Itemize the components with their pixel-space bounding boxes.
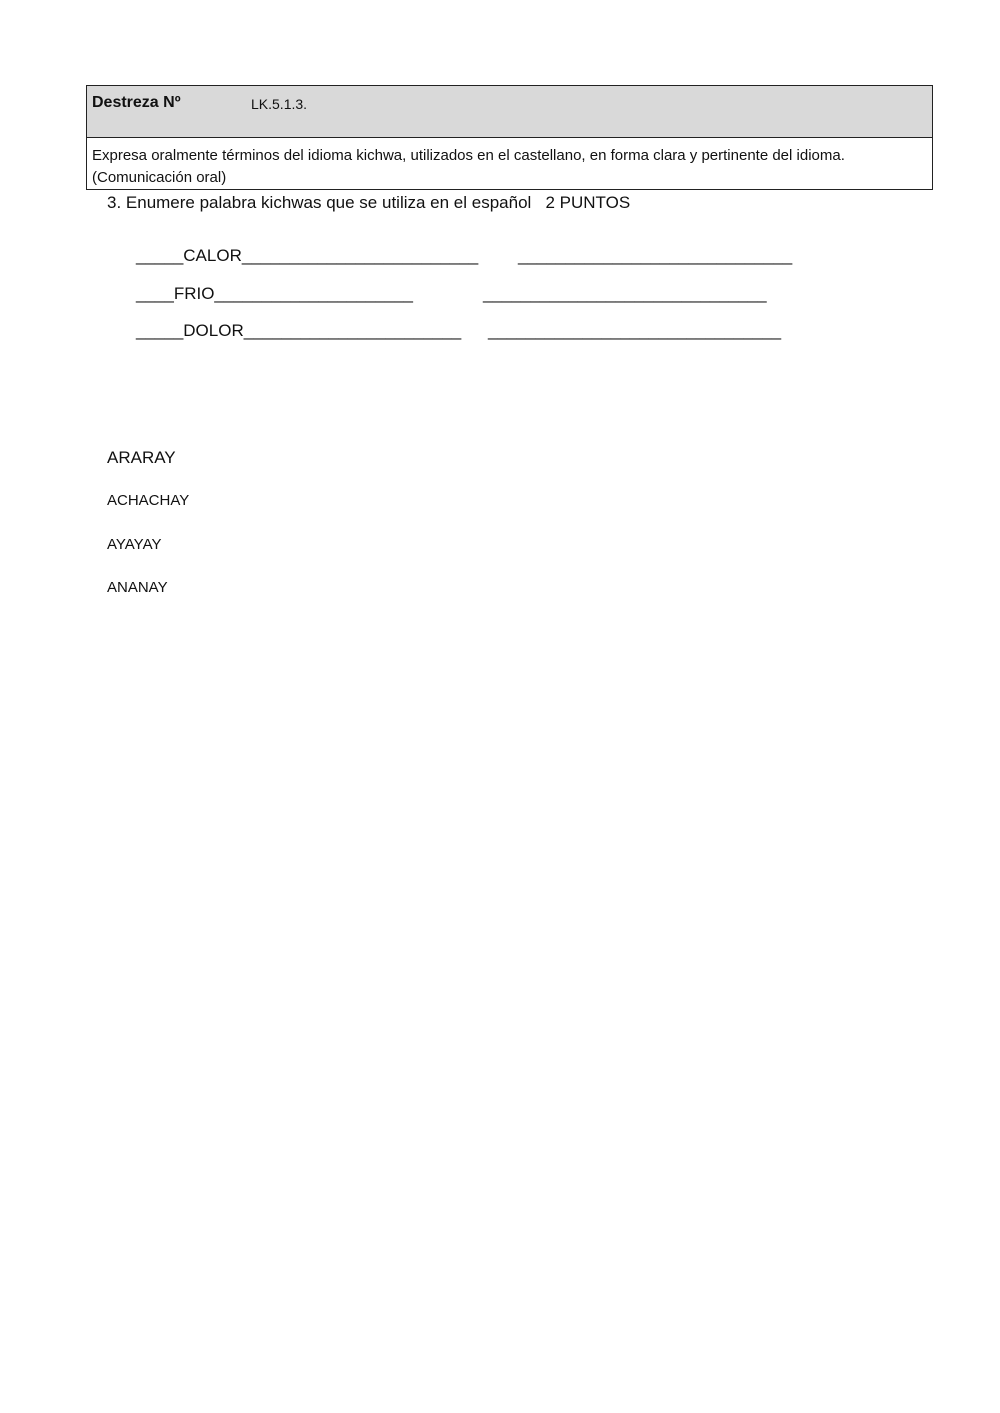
skill-header	[87, 86, 932, 138]
answer-frio[interactable]: ____FRIO_____________________	[136, 284, 413, 303]
skill-table	[86, 85, 933, 190]
answer-calor-translation[interactable]: _____________________________	[518, 246, 793, 265]
answer-dolor[interactable]: _____DOLOR_______________________	[136, 321, 462, 340]
skill-description: Expresa oralmente términos del idioma kichwa, utilizados en el castellano, en forma clara y pertinente del idioma. (Comunicación oral)	[92, 147, 845, 186]
question-text: 3. Enumere palabra kichwas que se utiliza en el español 2 PUNTOS	[107, 193, 631, 212]
answer-calor[interactable]: _____CALOR_________________________	[136, 246, 479, 265]
word-ananay: ANANAY	[107, 579, 168, 596]
word-ayayay: AYAYAY	[107, 536, 162, 553]
skill-label: Destreza Nº	[92, 94, 181, 111]
word-araray: ARARAY	[107, 448, 176, 467]
answer-dolor-translation[interactable]: _______________________________	[488, 321, 782, 340]
answer-frio-translation[interactable]: ______________________________	[483, 284, 767, 303]
skill-code: LK.5.1.3.	[251, 96, 308, 112]
word-achachay: ACHACHAY	[107, 492, 190, 509]
